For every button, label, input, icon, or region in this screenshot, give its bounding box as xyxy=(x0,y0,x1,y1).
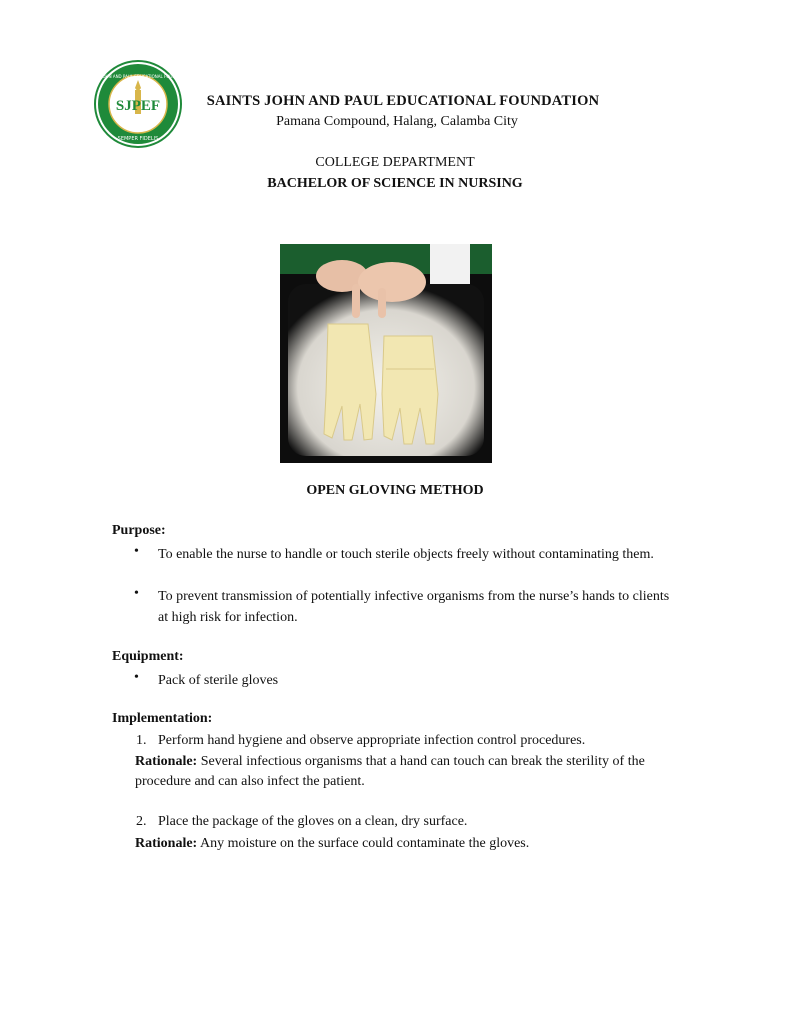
department-name: COLLEGE DEPARTMENT xyxy=(315,155,475,170)
sterile-gloves-photo xyxy=(280,244,492,463)
equipment-heading: Equipment: xyxy=(112,649,184,664)
rationale-label: Rationale: xyxy=(135,836,198,851)
step-rationale-2 xyxy=(135,834,675,854)
logo-ring-text: SAINTS JOHN AND PAUL EDUCATIONAL FOUNDATION xyxy=(85,74,191,79)
org-name: SAINTS JOHN AND PAUL EDUCATIONAL FOUNDATION xyxy=(206,93,600,109)
rationale-text: Several infectious organisms that a hand can touch can break the sterility of the procedure and can also infect the patient. xyxy=(135,754,645,789)
step-rationale-1 xyxy=(135,752,675,792)
step-number-1: 1. xyxy=(136,733,147,748)
org-address: Pamana Compound, Halang, Calamba City xyxy=(276,114,518,129)
logo-monogram: SJPEF xyxy=(115,98,161,114)
logo-motto: SEMPER FIDELIS xyxy=(117,136,159,142)
step-text-2: Place the package of the gloves on a clean, dry surface. xyxy=(158,814,468,829)
implementation-heading: Implementation: xyxy=(112,711,213,726)
rationale-label: Rationale: xyxy=(135,754,198,769)
purpose-heading: Purpose: xyxy=(112,523,166,538)
step-text-1: Perform hand hygiene and observe appropriate infection control procedures. xyxy=(158,733,586,748)
program-name: BACHELOR OF SCIENCE IN NURSING xyxy=(267,176,523,191)
step-number-2: 2. xyxy=(136,814,147,829)
document-title: OPEN GLOVING METHOD xyxy=(306,483,484,498)
equipment-item-1: Pack of sterile gloves xyxy=(158,673,279,688)
rationale-text: Any moisture on the surface could contaminate the gloves. xyxy=(199,836,530,851)
bullet-icon: • xyxy=(134,544,139,559)
purpose-item-1: To enable the nurse to handle or touch sterile objects freely without contaminating them. xyxy=(158,547,654,562)
bullet-icon: • xyxy=(134,670,139,685)
bullet-icon: • xyxy=(134,586,139,601)
purpose-item-2: To prevent transmission of potentially infective organisms from the nurse’s hands to clients at high risk for infection. xyxy=(158,589,670,625)
